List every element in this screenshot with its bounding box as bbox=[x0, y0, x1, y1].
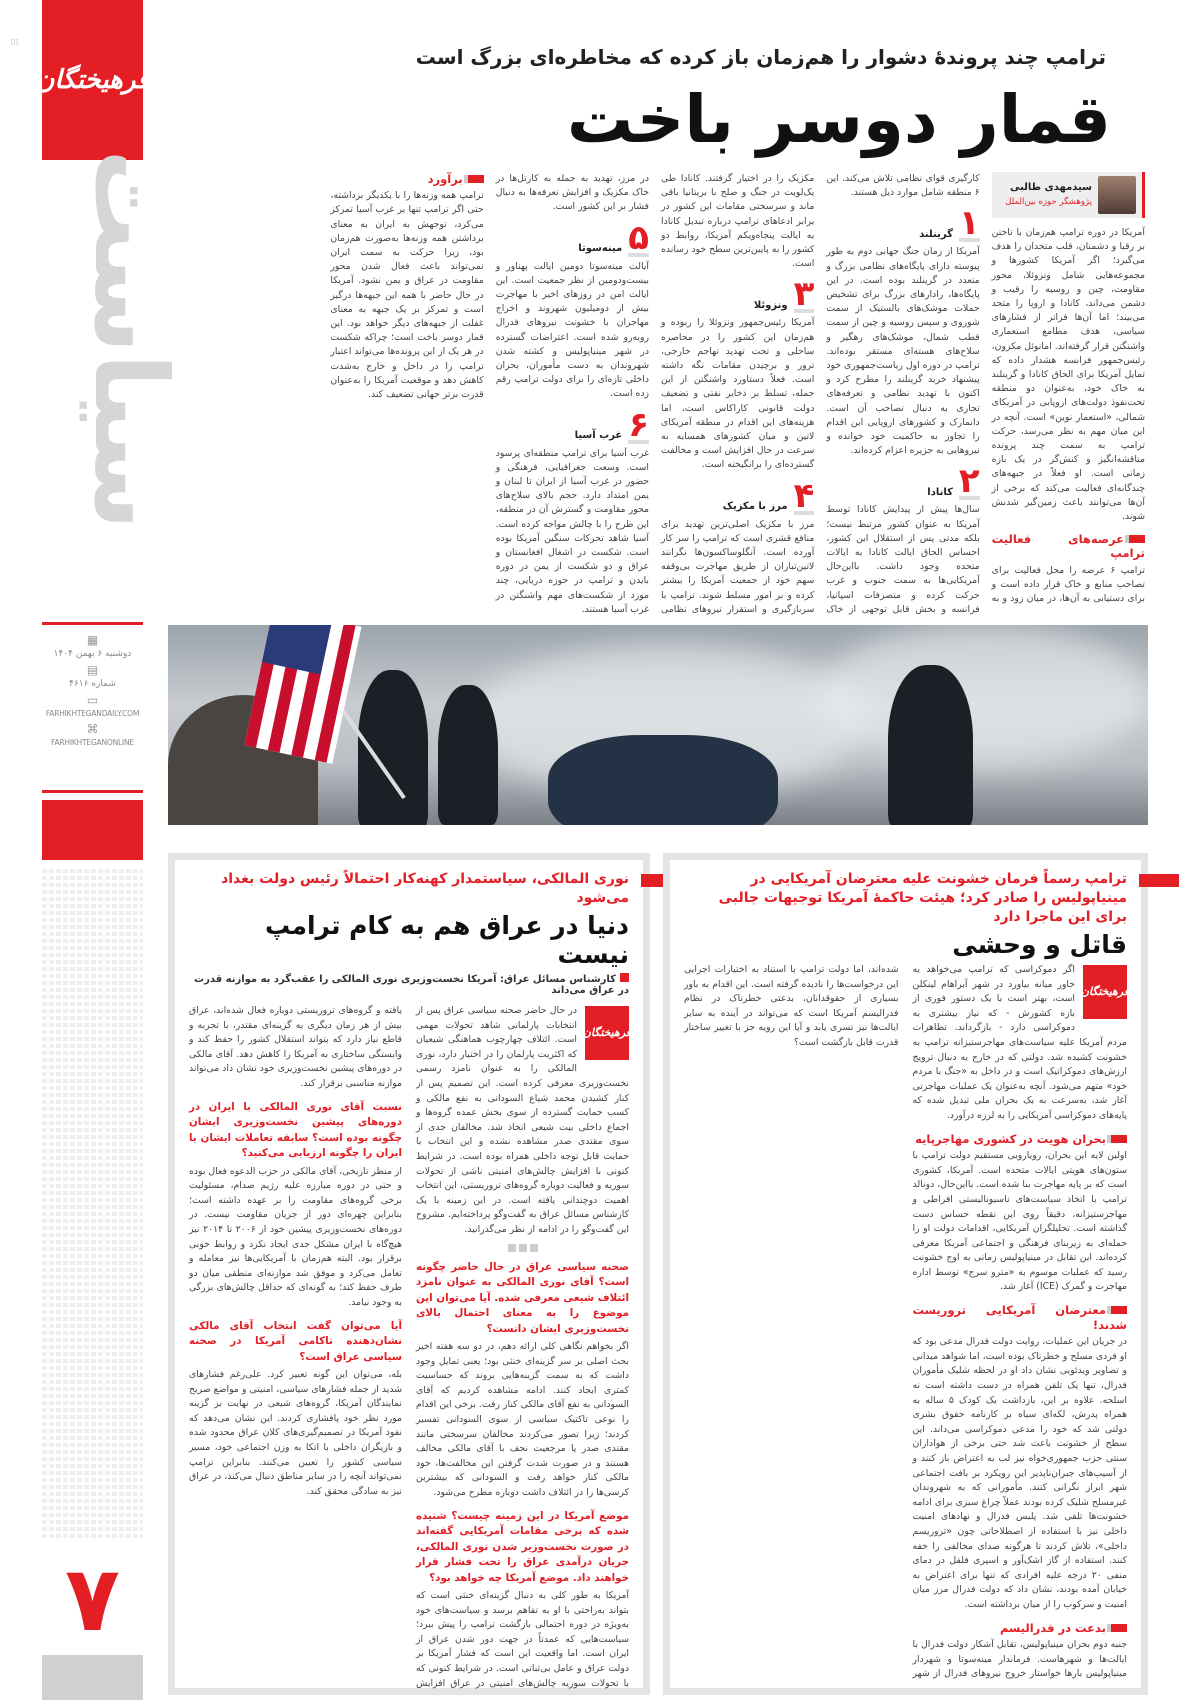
decorative-pattern bbox=[42, 868, 143, 1538]
paragraph: سال‌ها پیش از پیدایش کانادا توسط آمریکا به عنوان کشور مرتبط نیست؛ بلکه مدتی پس از استقلال این کشور، احساس الحاق ایالت کانادا به ایالات متحده وجود داشت. بااین‌حال آمریکایی‌ها به سمت جنوب و غرب حرکت کرده و متصرفات اسپانیا، فرانسه و بخش قابل توجهی از خاک مکزیک را در اختیار گرفتند. کانادا طی یک‌لویت در جنگ و صلح با بریتانیا باقی ماند و سرسختی مقامات این کشور در برابر ادعاهای ترامپ درباره تبدیل کانادا به ایالت پنجاه‌ویکم آمریکا، روابط دو کشور را به پایین‌ترین سطح خود رسانده است. bbox=[661, 173, 980, 615]
article-iraq bbox=[168, 853, 650, 1695]
website-link[interactable]: FARHIKHTEGANDAILY.COM bbox=[45, 709, 140, 718]
paragraph: آمریکا به طور کلی به دنبال گزینه‌ای خنثی است که بتواند به‌راحتی با او به تفاهم برسد و سیاست‌های خود به‌ویژه در دوره احتمالی بازگشت ترامپ را پیش ببرد؛ سیاست‌هایی که عمدتاً در جهت دور شدن عراق از ایران است. اما واقعیت این است که فشار آمریکا بر دولت عراق و عامل بی‌ثباتی است. در شرایط کنونی که با تحولات سوریه چالش‌های امنیتی در عراق افزایش یافته و گروه‌های تروریستی دوباره فعال شده‌اند، عراق بیش از هر زمان دیگری به گزینه‌ای مقتدر، با تجربه و قاطع نیاز دارد که بتواند استقلال کشور را حفظ کند و وابستگی ساختاری به آمریکا را کاهش دهد. آقای مالکی در دوره‌های پیشین نخست‌وزیری خود نشان داد می‌تواند موازنه مناسبی برقرار کند. bbox=[189, 1005, 629, 1689]
paragraph: غرب آسیا برای ترامپ منطقه‌ای پرسود است. وسعت جغرافیایی، فرهنگی و حضور در غرب آسیا از ایران تا لبنان و یمن امتداد دارد. حجم بالای سلاح‌های محور مقاومت و گسترش آن در منطقه، این طرح را با چالش مواجه کرده است. آسیا شاهد تحرکات سنگین آمریکا بوده است. شکست در اشغال افغانستان و عراق و دو شکست از یمن در دوره بایدن و ترامپ در حوزه دریایی، چند مورد از شکست‌های مهم واشنگتن در غرب آسیا هستند. bbox=[495, 447, 650, 615]
us-flag-graphic bbox=[238, 625, 368, 775]
author-box bbox=[992, 172, 1145, 218]
paragraph: ترامپ همه وزنه‌ها را با یکدیگر برداشته، حتی اگر ترامپ تنها بر غرب آسیا تمرکز می‌کرد، توجهش به ایران به معنای برداشتن همه وزنه‌ها به‌صورت هم‌زمان بود، زیرا حرکت به سمت ایران نمی‌تواند باعث فعال شدن محور مقاومت در عراق و یمن نشود. آمریکا در حال حاضر با همه این جبهه‌ها درگیر است و تمرکز بر یک جبهه به معنای غفلت از جبهه‌های دیگر خواهد بود. این قمار دوسر باخت است؛ چراکه شکست در هر یک از این پرونده‌ها می‌تواند اعتبار ترامپ را در داخل و خارج به‌شدت کاهش دهد و موقعیت آمریکا را به‌عنوان قدرت برتر جهانی تضعیف کند. bbox=[330, 190, 484, 401]
article-minneapolis bbox=[663, 853, 1148, 1695]
paragraph: در جریان این عملیات، روایت دولت فدرال مدعی بود که او فردی مسلح و خطرناک بوده است، اما شواهد میدانی و تصاویر ویدئویی نشان داد او در لحظه شلیک مأموران فدرال، تنها یک تلفن همراه در دست داشته است نه اسلحه. علاوه بر این، بازداشت یک کودک ۵ ساله به همراه پدرش، لکه‌ای سیاه بر کارنامه حقوق بشری دولتی شد که خود را مدعی دموکراسی می‌داند. این سطح از خشونت باعث شد حتی برخی از هواداران سنتی حزب جمهوری‌خواه نیز لب به اعتراض باز کنند و از آسیب‌های جبران‌ناپذیر این رویکرد بر بافت اجتماعی شهر ابراز نگرانی کنند. مأمورانی که به شهروندان غیرمسلح شلیک کرده بودند عملاً چراغ سبزی برای ادامه خشونت‌ها تلقی شد. پلیس فدرال و نهادهای امنیت داخلی نیز با استفاده از اصطلاحاتی چون «تروریسم داخلی»، تلاش کردند تا هرگونه صدای مخالفی را خفه کنند. استفاده از گاز اشک‌آور و اسپری فلفل در دمای منفی ۲۰ درجه علیه افرادی که تنها برای اعتراض به خیابان آمده بودند، نشان داد که دولت فدرال مرز میان امنیت و سرکوب را از میان برداشته است. bbox=[912, 1336, 1128, 1610]
subhead: عرصه‌های فعالیت ترامپ bbox=[991, 532, 1145, 561]
numbered-subhead bbox=[826, 461, 980, 502]
issue-info bbox=[42, 622, 143, 747]
top-kicker: ترامپ چند پروندۀ دشوار را هم‌زمان باز کرده که مخاطره‌ای بزرگ است bbox=[415, 45, 1106, 69]
item-number: ۴ bbox=[793, 475, 815, 516]
item-title: غرب آسیا bbox=[574, 430, 623, 442]
fold-marks: ⁞⁞⁞ bbox=[10, 38, 19, 48]
interview-question: نسبت آقای نوری المالکی با ایران در دوره‌های پیشین نخست‌وزیری ایشان چگونه بوده است؟ سابقه تعاملات ایشان با ایران را چگونه ارزیابی می‌کنید؟ bbox=[189, 1100, 402, 1160]
item-number: ۲ bbox=[958, 461, 980, 502]
article-headline: دنیا در عراق هم به کام ترامپ نیست bbox=[265, 911, 629, 969]
paragraph: آمریکا از زمان جنگ جهانی دوم به طور پیوسته دارای پایگاه‌های نظامی بزرگ و متعدد در گرینلند بوده است. در این پایگاه‌ها، رادارهای بزرگ برای تشخیص حملات موشک‌های بالستیک از سمت شوروی و سپس روسیه و چین از سمت قطب شمال، موشک‌های رهگیر و سلاح‌های هسته‌ای مستقر بوده‌اند. ترامپ در دوره اول ریاست‌جمهوری خود پیشنهاد خرید گرینلند را مطرح کرد و اکنون با تهدید نظامی و تعرفه‌های تجاری به دنبال تصاحب آن است. دانمارک و کشورهای اروپایی این اقدام را تجاوز به حاکمیت خود خوانده و نیروهایی به جزیره اعزام کرده‌اند. bbox=[826, 246, 980, 457]
interview-question: آیا می‌توان گفت انتخاب آقای مالکی نشان‌دهنده ناکامی آمریکا در صحنه سیاسی عراق است؟ bbox=[189, 1319, 402, 1363]
numbered-subhead bbox=[496, 217, 650, 258]
newspaper-logo[interactable] bbox=[35, 0, 150, 160]
paragraph: مرز با مکزیک اصلی‌ترین تهدید برای منافع قشری است که ترامپ را سر کار آورده است. آنگلوساکسون‌ها نگرانند لاتین‌تباران از طریق مهاجرت بی‌وقفه سهم خود از جمعیت آمریکا را بیشتر کرده و بر امور مسلط شوند. ترامپ با سربازگیری و استقرار نیروهای نظامی در مرز، تهدید به حمله به کارتل‌ها در خاک مکزیک و افزایش تعرفه‌ها به دنبال فشار بر این کشور است. bbox=[495, 173, 815, 615]
paragraph: در حال حاضر صحنه سیاسی عراق پس از انتخابات پارلمانی شاهد تحولات مهمی است. ائتلاف چهارچوب هماهنگی شیعیان که اکثریت پارلمان را در اختیار دارد، نوری المالکی را به عنوان نامزد رسمی نخست‌وزیری معرفی کرده است. این تصمیم پس از کنار کشیدن محمد شیاع السودانی به نفع مالکی و کسب حمایت گسترده از سوی بخش عمده گروه‌ها و اجماع داخلی بیت شیعی اتخاذ شد. مخالفان جدی از سوی مقتدی صدر مشاهده نشده و این انتخاب با حمایت قابل توجه داخلی همراه بوده است. در شرایط کنونی با افزایش چالش‌های امنیتی ناشی از تحولات سوریه و فعالیت دوباره گروه‌های تروریستی، این انتخاب اهمیت دوچندانی یافته است. در این زمینه با یک کارشناس مسائل عراق به گفت‌وگو پرداخته‌ایم. مشروح این گفت‌وگو را در ادامه از نظر می‌گذرانید. bbox=[416, 1005, 629, 1235]
officer-figure bbox=[438, 685, 498, 825]
intro-paragraph: آمریکا در دوره ترامپ هم‌زمان با تاختن بر رقبا و دشمنان، قلب متحدان را هدف می‌گیرد؛ اگر آمریکا کشورها و مجموعه‌هایی شامل ونزوئلا، محور مقاومت، چین و روسیه را رقیب و دشمن می‌داند، کانادا و اروپا را متحد می‌بیند؛ اما آن‌ها فراتر از فشارهای سیاسی، هدف مطامع استعماری واشنگتن قرار گرفته‌اند. امانوئل مکرون، رئیس‌جمهور فرانسه هشدار داده که تمایل آمریکا برای الحاق کانادا و گرینلند به خاک خود، به‌عنوان دو منطقه تحت‌نفوذ دولت‌های اروپایی در آمریکای شمالی، «استعمار نوین» است. آنچه در این میان مهم به نظر می‌رسد، حرکت ترامپ به سمت چند پرونده مناقشه‌انگیز و کنش‌گر در یک بازه زمانی است. او فعلاً در جبهه‌های چندگانه‌ای فعالیت می‌کند که برخی از آن‌ها می‌توانند باعث زمین‌گیر شدنش شوند. bbox=[991, 227, 1145, 523]
newspaper-logo-small: فرهیختگان bbox=[1083, 965, 1127, 1019]
subhead: بدعت در فدرالیسم bbox=[913, 1621, 1128, 1636]
paragraph: اگر دموکراسی که ترامپ می‌خواهد به خاور میانه بیاورد در شهر آبراهام لینکلن است، بهتر است با یک دستور فوری از بازه کشورش - که نیاز بیشتری به دموکراسی دارد - بازگرداند. تظاهرات مردم آمریکا علیه سیاست‌های مهاجرستیزانه ترامپ به خشونت کشیده شد. دولتی که در خارج به دنبال ترویج ارزش‌های دموکراتیک است و در داخل به «جنگ با مردم خود» متهم می‌شود. آنچه به‌عنوان یک عملیات مهاجرتی آغاز شد، به‌سرعت به یک بحران ملی تبدیل شده که پایه‌های دموکراسی آمریکایی را به لرزه درآورد. bbox=[912, 964, 1127, 1121]
numbered-subhead bbox=[661, 274, 815, 315]
main-headline: قمار دوسر باخت bbox=[566, 81, 1111, 158]
subhead: بحران هویت در کشوری مهاجرپایه bbox=[913, 1132, 1128, 1147]
web-icon: ▭ bbox=[86, 693, 99, 707]
item-title: گرینلند bbox=[919, 229, 953, 241]
article-kicker: نوری المالکی، سیاستمدار کهنه‌کار احتمالاً رئیس دولت بغداد می‌شود bbox=[189, 870, 629, 908]
item-number: ۵ bbox=[628, 217, 650, 258]
issue-icon: ▤ bbox=[86, 663, 99, 677]
officer-figure bbox=[888, 665, 973, 825]
page-number: ۷ bbox=[65, 1547, 120, 1652]
subhead: برآورد bbox=[330, 172, 483, 186]
paragraph: آیالت مینه‌سوتا دومین ایالت پهناور و بیست‌ودومین از نظر جمعیت است. این ایالت امن در روزهای اخیر با مهاجرت بیش از دومیلیون شهروند و اخراج مهاجران با خشونت نیروهای فدرال روبه‌رو شده است. اعتراضات گسترده در شهر مینیاپولیس و کشته شدن شهروندان به دست مأموران، بحران داخلی تازه‌ای را برای دولت ترامپ رقم زده است. bbox=[495, 260, 650, 400]
footer-block bbox=[42, 1655, 143, 1700]
numbered-subhead bbox=[661, 475, 815, 516]
divider bbox=[42, 622, 143, 625]
issue-number: شماره ۴۶۱۶ bbox=[69, 679, 116, 689]
paragraph: اگر بخواهم نگاهی کلی ارائه دهم، در دو سه هفته اخیر بحث اصلی بر سر گزینه‌ای خنثی بود؛ یعنی تمایل وجود داشت که به سمت گزینه‌هایی بروند که حساسیت کمتری ایجاد کنند. ادامه مشاهده کردیم که آقای السودانی به نفع آقای مالکی کنار رفت. برخی این اقدام را نوعی تاکتیک سیاسی از سوی السودانی تفسیر کردند؛ زیرا تصور می‌کردند مخالفان سرسختی مانند مقتدی صدر یا مرجعیت نجف با آقای مالکی مخالف هستند و در صورت شدت گرفتن این مخالفت‌ها، خود مالکی کنار خواهد رفت و السودانی که بیشترین کرسی‌ها را در ائتلاف داشت دوباره مطرح می‌شود. bbox=[416, 1341, 629, 1498]
numbered-subhead bbox=[496, 404, 650, 445]
item-title: ونزوئلا bbox=[753, 300, 788, 312]
author-name: سیدمهدی طالبی bbox=[1009, 181, 1092, 193]
paragraph: ترامپ ۶ عرصه را محل فعالیت برای تصاحب منابع و خاک قرار داده است و برای دستیابی به آن‌ها، در میان زود و به کارگیری قوای نظامی تلاش می‌کند. این ۶ منطقه شامل موارد ذیل هستند. bbox=[826, 173, 1145, 605]
calendar-icon: ▦ bbox=[86, 633, 99, 647]
item-title: مینه‌سوتا bbox=[578, 243, 623, 255]
numbered-subhead bbox=[826, 203, 980, 244]
paragraph: جنبه دوم بحران مینیاپولیس، تقابل آشکار دولت فدرال با ایالت‌ها و شهرهاست. فرماندار مینه‌سوتا و شهردار مینیاپولیس بارها خواستار خروج نیروهای فدرال از شهر شده‌اند، اما دولت ترامپ با استناد به اختیارات اجرایی این درخواست‌ها را نادیده گرفته است. این اقدام به باور بسیاری از حقوقدانان، بدعتی خطرناک در نظام فدرالیسم آمریکا است که می‌تواند در آینده به سایر ایالت‌ها نیز تسری یابد و آیا این رویه جز با تغییر ساختار قدرت قابل بازگشت است؟ bbox=[684, 964, 1127, 1680]
top-article-body bbox=[165, 172, 1145, 624]
paragraph: بله، می‌توان این گونه تعبیر کرد. علی‌رغم فشارهای شدید از جمله فشارهای سیاسی، امنیتی و مواضع صریح نمایندگان آمریکا، گروه‌های شیعی در نهایت بر گزینه مورد نظر خود پافشاری کردند. این نشان می‌دهد که نفوذ آمریکا در تصمیم‌گیری‌های کلان عراق محدود شده و بازیگران داخلی با اتکا به وزن اجتماعی خود، مسیر سیاسی کشور را تعیین می‌کنند. بنابراین ترامپ نمی‌تواند آنچه را در سایر مناطق دنبال می‌کند، در عراق نیز به سادگی محقق کند. bbox=[189, 1369, 402, 1497]
social-handle[interactable]: FARHIKHTEGANONLINE bbox=[51, 738, 134, 747]
paragraph: از منظر تاریخی، آقای مالکی در حزب الدعوه فعال بوده و حتی در دوره مبارزه علیه رژیم صدام، مسئولیت برخی گروه‌های مقاومت را بر عهده داشته است؛ بنابراین چهره‌ای دور از جریان مقاومت نیست. در دوره‌های نخست‌وزیری پیشین خود از ۲۰۰۶ تا ۲۰۱۴ نیز هیچ‌گاه با ایران مشکل جدی ایجاد نکرد و روابط خوبی برقرار بود. البته هم‌زمان با آمریکایی‌ها نیز معامله و تعامل می‌کرد و موفق شد موازنه‌ای منطقی میان دو طرف حفظ کند؛ به گونه‌ای که حداقل چالش‌های بزرگی به وجود نیامد. bbox=[189, 1165, 402, 1308]
item-number: ۳ bbox=[793, 274, 815, 315]
interview-question: صحنه سیاسی عراق در حال حاضر چگونه است؟ آقای نوری المالکی به عنوان نامزد ائتلاف شیعی معرفی شده. آیا می‌توان این موضوع را به معنای احتمال بالای نخست‌وزیری ایشان دانست؟ bbox=[416, 1260, 629, 1335]
section-title: سیاست bbox=[72, 149, 189, 530]
article-body bbox=[189, 1004, 632, 1694]
red-block bbox=[42, 800, 143, 860]
article-kicker: ترامپ رسماً فرمان خشونت علیه معترضان آمریکایی در مینیاپولیس را صادر کرد؛ هیئت حاکمۀ آمریکا توجیهات جالبی برای این ماجرا دارد bbox=[684, 870, 1127, 927]
article-subtitle: کارشناس مسائل عراق: آمریکا نخست‌وزیری نوری المالکی را عقب‌گرد به موازنه قدرت در عراق می‌داند bbox=[189, 973, 629, 996]
issue-date: دوشنبه ۶ بهمن ۱۴۰۴ bbox=[53, 649, 132, 659]
logo-text: فرهیختگان bbox=[35, 65, 150, 95]
article-headline: قاتل و وحشی bbox=[952, 930, 1127, 959]
author-photo bbox=[1098, 176, 1136, 214]
protester-figure bbox=[548, 735, 778, 825]
newspaper-logo-small: فرهیختگان bbox=[585, 1006, 629, 1060]
item-number: ۶ bbox=[628, 404, 650, 445]
divider bbox=[42, 790, 143, 793]
separator bbox=[508, 1244, 538, 1252]
subhead: معترضان آمریکایی تروریست شدند! bbox=[912, 1303, 1127, 1332]
smoke bbox=[818, 625, 1148, 765]
paragraph: آمریکا رئیس‌جمهور ونزوئلا را ربوده و هم‌زمان این کشور را در محاصره ساحلی و تحت تهدید تهاجم خارجی، ترور و برچیدن مقامات نگه داشته است. فعلاً دستاورد واشنگتن از این حمله، تسلط بر ذخایر نفتی و تضعیف دولت قانونی کاراکاس است، اما هزینه‌های این اقدام در منطقه آمریکای لاتین و میان کشورهای همسایه به سرعت در حال افزایش است و مخالفت گسترده‌ای را برانگیخته است. bbox=[661, 317, 815, 471]
paragraph: اولین لایه این بحران، رویارویی مستقیم دولت ترامپ با ستون‌های هویتی ایالات متحده است. آمریکا، کشوری است که بر پایه مهاجرت بنا شده است. بااین‌حال، دونالد ترامپ با اتخاذ سیاست‌های ناسیونالیستی افراطی و مهاجرستیزانه، دقیقاً روی این نقطه حساس دست گذاشته است. تحلیلگران آمریکایی، اقدامات دولت او را حمله‌ای به زیربنای فرهنگی و اجتماعی آمریکا معرفی کرده‌اند. این تقابل در مینیاپولیس زمانی به اوج خشونت رسید که عملیات موسوم به «مترو سرج» توسط اداره مهاجرت و گمرک (ICE) آغاز شد. bbox=[912, 1150, 1127, 1293]
item-title: کانادا bbox=[927, 487, 953, 499]
item-title: مرز با مکزیک bbox=[722, 501, 788, 513]
social-icon: ⌘ bbox=[86, 722, 99, 736]
news-photo[interactable] bbox=[168, 625, 1148, 825]
interview-question: موضع آمریکا در این زمینه چیست؟ شنیده شده که برخی مقامات آمریکایی گفته‌اند در صورت نخست‌وزیر شدن نوری المالکی، جریان درآمدی عراق را تحت فشار قرار خواهند داد. موضع آمریکا چه خواهد بود؟ bbox=[416, 1509, 629, 1584]
item-number: ۱ bbox=[958, 203, 980, 244]
article-body bbox=[684, 963, 1130, 1683]
author-role: پژوهشگر حوزه بین‌الملل bbox=[1005, 197, 1092, 207]
